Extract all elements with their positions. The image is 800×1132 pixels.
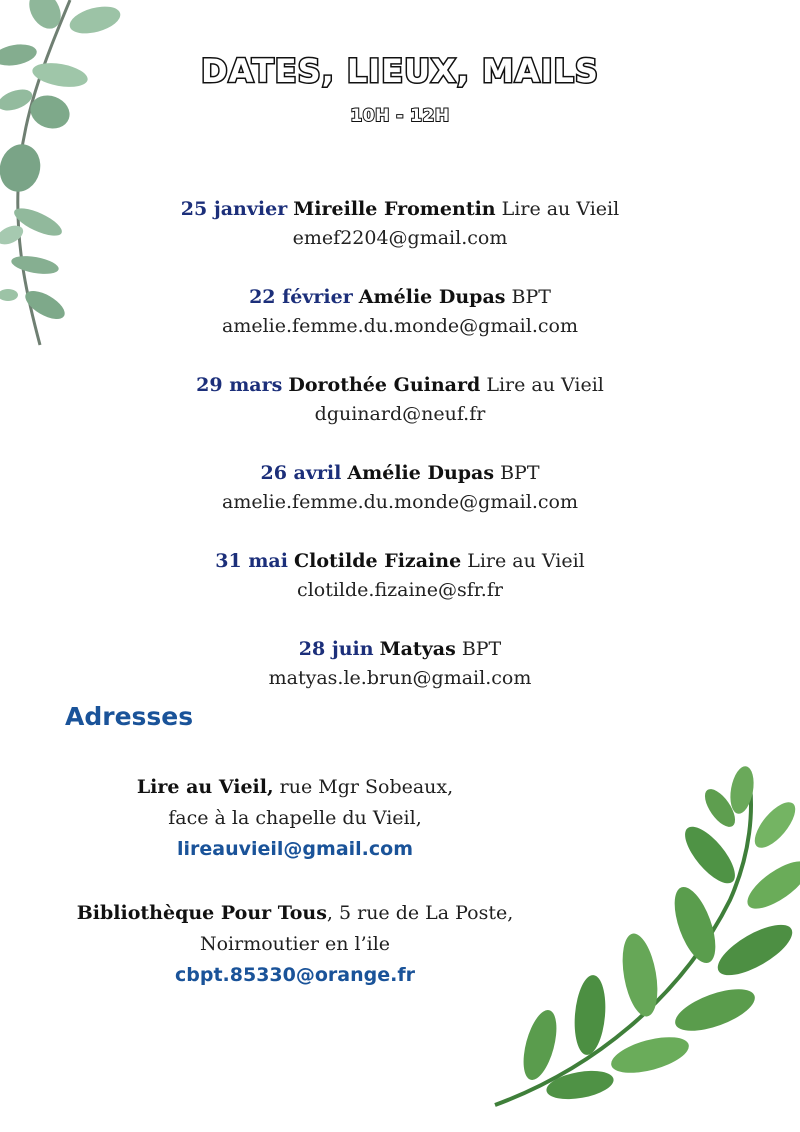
address-name: Lire au Vieil,: [136, 776, 274, 798]
address-email-link[interactable]: lireauvieil@gmail.com: [176, 838, 413, 860]
session-email[interactable]: clotilde.fizaine@sfr.fr: [297, 579, 503, 601]
session-email[interactable]: amelie.femme.du.monde@gmail.com: [222, 491, 578, 513]
session-item: [0, 195, 800, 283]
session-email[interactable]: emef2204@gmail.com: [292, 227, 508, 249]
address-line: Noirmoutier en l’ile: [199, 933, 391, 955]
address-street: rue Mgr Sobeaux,: [273, 776, 454, 798]
session-item: [0, 371, 800, 459]
session-host: Amélie Dupas: [347, 462, 495, 484]
session-place: Lire au Vieil: [486, 374, 604, 396]
leaf-branch-icon: [480, 760, 800, 1132]
address-lire-au-vieil: [40, 772, 550, 865]
session-item: [0, 459, 800, 547]
session-place: Lire au Vieil: [467, 550, 585, 572]
address-email-link[interactable]: cbpt.85330@orange.fr: [175, 964, 415, 986]
addresses-heading: Adresses: [65, 702, 194, 731]
session-date: 31 mai: [215, 550, 288, 572]
address-bibliotheque: [40, 898, 550, 991]
session-email[interactable]: matyas.le.brun@gmail.com: [268, 667, 532, 689]
address-line: face à la chapelle du Vieil,: [168, 807, 422, 829]
opening-hours: 10H - 12H: [350, 106, 450, 126]
session-email[interactable]: dguinard@neuf.fr: [314, 403, 486, 425]
session-place: Lire au Vieil: [501, 198, 620, 220]
session-list: [0, 195, 800, 723]
session-host: Mireille Fromentin: [293, 198, 496, 220]
session-host: Dorothée Guinard: [288, 374, 481, 396]
session-date: 22 février: [249, 286, 353, 308]
session-place: BPT: [500, 462, 540, 484]
session-date: 26 avril: [260, 462, 342, 484]
session-place: BPT: [461, 638, 502, 660]
session-date: 29 mars: [196, 374, 283, 396]
session-date: 28 juin: [298, 638, 374, 660]
session-item: [0, 283, 800, 371]
address-street: , 5 rue de La Poste,: [326, 902, 514, 924]
session-host: Clotilde Fizaine: [294, 550, 462, 572]
page-title: DATES, LIEUX, MAILS: [201, 52, 599, 90]
session-email[interactable]: amelie.femme.du.monde@gmail.com: [222, 315, 578, 337]
session-item: [0, 547, 800, 635]
session-date: 25 janvier: [180, 198, 288, 220]
address-name: Bibliothèque Pour Tous: [76, 902, 327, 924]
session-place: BPT: [511, 286, 551, 308]
session-host: Amélie Dupas: [358, 286, 506, 308]
session-host: Matyas: [379, 638, 456, 660]
